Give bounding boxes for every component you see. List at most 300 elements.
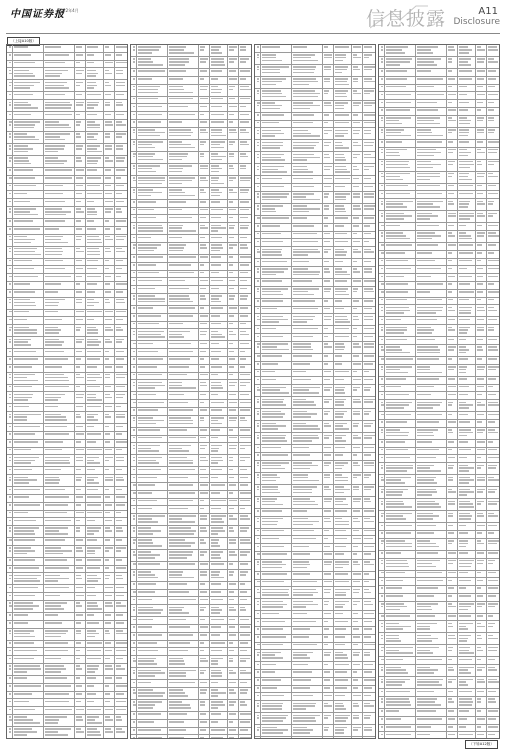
cell-text — [353, 717, 359, 719]
cell-text — [105, 73, 112, 75]
cell-text — [200, 153, 204, 155]
cell-text — [14, 87, 30, 89]
cell-text — [335, 501, 343, 503]
cell-text — [240, 437, 251, 439]
cell-text — [324, 604, 328, 606]
cell-text — [364, 142, 374, 144]
cell-text — [229, 144, 233, 146]
cell-text — [324, 425, 331, 427]
cell-text — [335, 233, 347, 235]
cell-text — [229, 153, 234, 155]
cell-text — [138, 729, 161, 731]
cell-text — [448, 421, 456, 423]
cell-text — [229, 264, 233, 266]
cell-text — [76, 587, 83, 589]
cell-text — [229, 177, 236, 179]
cell-text — [459, 543, 468, 545]
cell-text — [386, 179, 403, 181]
cell-text — [240, 288, 247, 290]
cell-text — [381, 718, 383, 720]
cell-text — [448, 638, 456, 640]
cell-text — [87, 160, 98, 162]
cell-text — [211, 195, 220, 197]
cell-text — [138, 508, 152, 510]
cell-text — [9, 208, 11, 210]
cell-text — [417, 332, 432, 334]
cell-text — [138, 609, 163, 611]
cell-text — [87, 550, 95, 552]
cell-text — [240, 445, 251, 447]
cell-text — [240, 429, 250, 431]
cell-text — [364, 538, 373, 540]
cell-text — [138, 256, 163, 258]
cell-text — [169, 492, 195, 494]
cell-text — [133, 98, 135, 100]
cell-text — [488, 310, 497, 312]
cell-text — [200, 192, 206, 194]
cell-text — [229, 721, 233, 723]
cell-text — [45, 157, 58, 159]
cell-text — [324, 130, 332, 132]
cell-text — [116, 685, 127, 687]
cell-text — [116, 148, 123, 150]
cell-text — [240, 591, 247, 593]
cell-text — [324, 233, 330, 235]
table-row — [255, 299, 375, 307]
cell-text — [293, 573, 310, 575]
cell-text — [87, 728, 97, 730]
cell-text — [211, 92, 221, 94]
cell-text — [448, 129, 456, 131]
cell-text — [105, 460, 109, 462]
cell-text — [417, 167, 433, 169]
cell-text — [262, 133, 284, 135]
cell-text — [459, 61, 468, 63]
cell-text — [488, 525, 497, 527]
cell-text — [477, 319, 484, 321]
cell-text — [364, 193, 374, 195]
cell-text — [76, 709, 84, 711]
cell-text — [381, 225, 384, 227]
cell-text — [133, 670, 135, 672]
cell-text — [477, 161, 481, 163]
table-row — [131, 680, 251, 688]
cell-text — [9, 709, 11, 711]
cell-text — [262, 147, 280, 149]
cell-text — [200, 244, 206, 246]
cell-text — [364, 561, 370, 563]
cell-text — [133, 358, 135, 360]
cell-text — [229, 402, 237, 404]
cell-text — [76, 416, 81, 418]
cell-text — [211, 230, 218, 232]
cell-text — [133, 323, 135, 325]
cell-text — [229, 484, 236, 486]
cell-text — [76, 716, 82, 718]
cell-text — [14, 114, 31, 116]
cell-text — [459, 659, 472, 661]
cell-text — [324, 145, 329, 147]
cell-text — [293, 145, 316, 147]
cell-text — [459, 164, 474, 166]
cell-text — [324, 169, 330, 171]
cell-text — [353, 319, 359, 321]
table-row — [255, 627, 375, 635]
cell-text — [459, 623, 473, 625]
cell-text — [229, 129, 236, 131]
table-row — [7, 392, 127, 404]
cell-text — [335, 594, 346, 596]
cell-text — [45, 433, 69, 435]
cell-text — [257, 628, 259, 630]
cell-text — [257, 166, 259, 168]
cell-text — [211, 159, 222, 161]
cell-text — [9, 62, 11, 64]
cell-text — [488, 132, 494, 134]
cell-text — [293, 60, 318, 62]
cell-text — [448, 501, 455, 503]
cell-text — [293, 462, 312, 464]
cell-text — [14, 193, 27, 195]
cell-text — [417, 369, 430, 371]
cell-text — [459, 235, 471, 237]
cell-text — [138, 650, 158, 652]
cell-text — [417, 155, 434, 157]
cell-text — [133, 247, 135, 249]
cell-text — [257, 389, 260, 391]
cell-text — [293, 440, 312, 442]
cell-text — [105, 728, 111, 730]
cell-text — [211, 307, 223, 309]
cell-text — [459, 513, 470, 515]
cell-text — [211, 237, 222, 239]
cell-text — [45, 377, 68, 379]
cell-text — [324, 54, 332, 56]
cell-text — [211, 374, 218, 376]
cell-text — [386, 117, 411, 119]
cell-text — [459, 176, 468, 178]
cell-text — [229, 141, 235, 143]
cell-text — [262, 78, 286, 80]
cell-text — [200, 420, 204, 422]
cell-text — [353, 477, 357, 479]
cell-text — [324, 654, 330, 656]
cell-text — [381, 525, 383, 527]
table-row — [7, 156, 127, 168]
cell-text — [448, 232, 452, 234]
cell-text — [116, 728, 122, 730]
cell-text — [335, 392, 345, 394]
cell-text — [324, 664, 328, 666]
cell-text — [381, 647, 384, 649]
cell-text — [293, 416, 311, 418]
cell-text — [364, 592, 371, 594]
cell-text — [87, 214, 97, 216]
cell-text — [116, 595, 124, 597]
cell-text — [417, 407, 433, 409]
cell-text — [417, 513, 433, 515]
cell-text — [262, 81, 282, 83]
cell-text — [87, 177, 101, 179]
table-row — [255, 693, 375, 701]
cell-text — [116, 208, 121, 210]
cell-text — [459, 595, 471, 597]
cell-text — [200, 515, 207, 517]
cell-text — [488, 232, 496, 234]
table-row — [131, 112, 251, 120]
cell-text — [138, 530, 161, 532]
cell-text — [9, 46, 11, 48]
cell-text — [459, 603, 474, 605]
table-row — [131, 357, 251, 365]
cell-text — [448, 681, 452, 683]
cell-text — [459, 494, 467, 496]
cell-text — [169, 86, 183, 88]
cell-text — [45, 460, 69, 462]
cell-text — [257, 145, 259, 147]
cell-text — [364, 604, 373, 606]
cell-text — [105, 339, 110, 341]
cell-text — [324, 251, 328, 253]
cell-text — [262, 652, 281, 654]
cell-text — [240, 237, 247, 239]
cell-text — [324, 166, 332, 168]
cell-text — [9, 339, 11, 341]
cell-text — [448, 626, 453, 628]
cell-text — [9, 145, 11, 147]
cell-text — [459, 369, 466, 371]
cell-text — [138, 626, 152, 628]
cell-text — [45, 567, 69, 569]
cell-text — [488, 563, 493, 565]
cell-text — [14, 709, 35, 711]
table-row — [255, 619, 375, 627]
cell-text — [257, 644, 260, 646]
cell-text — [138, 247, 157, 249]
cell-text — [293, 703, 316, 705]
cell-text — [87, 319, 94, 321]
cell-text — [169, 409, 193, 411]
cell-text — [335, 108, 344, 110]
cell-text — [200, 429, 207, 431]
cell-text — [133, 315, 135, 317]
cell-text — [293, 717, 315, 719]
cell-text — [257, 208, 259, 210]
cell-text — [364, 474, 371, 476]
cell-text — [138, 52, 152, 54]
cell-text — [335, 84, 349, 86]
cell-text — [353, 573, 361, 575]
cell-text — [364, 462, 374, 464]
cell-text — [324, 225, 328, 227]
cell-text — [105, 302, 110, 304]
cell-text — [76, 311, 84, 313]
cell-text — [14, 214, 38, 216]
table-row — [255, 101, 375, 113]
cell-text — [364, 154, 371, 156]
cell-text — [477, 638, 482, 640]
cell-text — [138, 672, 165, 674]
cell-text — [9, 547, 11, 549]
cell-text — [417, 681, 439, 683]
cell-text — [138, 147, 155, 149]
cell-text — [488, 161, 499, 163]
cell-text — [14, 299, 30, 301]
cell-text — [417, 503, 439, 505]
cell-text — [459, 319, 470, 321]
cell-text — [448, 349, 454, 351]
table-row — [379, 621, 499, 633]
cell-text — [324, 78, 330, 80]
cell-text — [87, 351, 101, 353]
cell-text — [459, 102, 469, 104]
cell-text — [386, 173, 410, 175]
cell-text — [105, 575, 110, 577]
cell-text — [335, 671, 347, 673]
cell-text — [87, 73, 98, 75]
cell-text — [293, 454, 310, 456]
cell-text — [417, 679, 443, 681]
cell-text — [293, 604, 318, 606]
cell-text — [448, 185, 454, 187]
cell-text — [257, 399, 259, 401]
cell-text — [45, 319, 62, 321]
cell-text — [257, 193, 259, 195]
cell-text — [240, 704, 247, 706]
cell-text — [488, 252, 494, 254]
cell-text — [448, 268, 452, 270]
cell-text — [448, 667, 453, 669]
cell-text — [45, 602, 67, 604]
table-row — [131, 483, 251, 491]
cell-text — [211, 183, 224, 185]
cell-text — [459, 679, 473, 681]
cell-text — [76, 377, 84, 379]
cell-text — [240, 366, 245, 368]
cell-text — [138, 129, 155, 131]
cell-text — [240, 394, 249, 396]
cell-text — [87, 633, 99, 635]
cell-text — [335, 186, 345, 188]
cell-text — [488, 349, 498, 351]
cell-text — [324, 363, 328, 365]
cell-text — [87, 211, 97, 213]
table-row — [379, 614, 499, 622]
cell-text — [293, 208, 320, 210]
cell-text — [87, 575, 97, 577]
cell-text — [488, 515, 498, 517]
cell-text — [386, 206, 407, 208]
cell-text — [133, 144, 135, 146]
cell-text — [386, 552, 401, 554]
cell-text — [14, 406, 29, 408]
cell-text — [105, 504, 112, 506]
cell-text — [9, 104, 11, 106]
cell-text — [76, 70, 84, 72]
cell-text — [324, 69, 331, 71]
cell-text — [353, 249, 358, 251]
cell-text — [477, 215, 485, 217]
cell-text — [488, 701, 496, 703]
cell-text — [14, 559, 35, 561]
cell-text — [200, 129, 206, 131]
cell-text — [14, 693, 32, 695]
cell-text — [138, 49, 159, 51]
cell-text — [417, 215, 438, 217]
cell-text — [14, 302, 35, 304]
cell-text — [105, 693, 110, 695]
cell-text — [9, 341, 11, 343]
cell-text — [138, 571, 151, 573]
cell-text — [381, 109, 383, 111]
cell-text — [45, 46, 61, 48]
cell-text — [459, 432, 473, 434]
table-row — [131, 140, 251, 152]
cell-text — [417, 164, 441, 166]
cell-text — [45, 658, 61, 660]
cell-text — [45, 719, 59, 721]
cell-text — [335, 371, 349, 373]
cell-text — [211, 554, 220, 556]
cell-text — [353, 462, 358, 464]
cell-text — [293, 501, 315, 503]
cell-text — [76, 406, 83, 408]
cell-text — [262, 423, 276, 425]
cell-text — [14, 208, 36, 210]
cell-text — [169, 542, 195, 544]
cell-text — [76, 374, 80, 376]
cell-text — [353, 343, 359, 345]
cell-text — [257, 454, 259, 456]
cell-text — [335, 157, 345, 159]
cell-text — [211, 457, 222, 459]
cell-text — [211, 153, 218, 155]
cell-text — [386, 238, 410, 240]
cell-text — [488, 667, 495, 669]
cell-text — [211, 106, 222, 108]
cell-text — [353, 486, 359, 488]
cell-text — [262, 46, 280, 48]
cell-text — [477, 327, 484, 329]
cell-text — [324, 401, 329, 403]
cell-text — [364, 268, 372, 270]
cell-text — [381, 623, 383, 625]
cell-text — [257, 462, 259, 464]
table-row — [131, 223, 251, 235]
cell-text — [477, 532, 482, 534]
cell-text — [116, 85, 125, 87]
cell-text — [477, 152, 485, 154]
cell-text — [417, 161, 431, 163]
cell-text — [459, 515, 472, 517]
cell-text — [488, 164, 494, 166]
cell-text — [262, 504, 283, 506]
cell-text — [169, 571, 183, 573]
cell-text — [240, 484, 248, 486]
cell-text — [459, 291, 474, 293]
cell-text — [116, 587, 124, 589]
cell-text — [381, 319, 383, 321]
cell-text — [477, 603, 485, 605]
table-row — [7, 621, 127, 629]
table-row — [7, 357, 127, 365]
cell-text — [257, 387, 259, 389]
cell-text — [9, 133, 11, 135]
cell-text — [169, 457, 187, 459]
cell-text — [364, 249, 371, 251]
cell-text — [87, 344, 99, 346]
cell-text — [169, 508, 188, 510]
